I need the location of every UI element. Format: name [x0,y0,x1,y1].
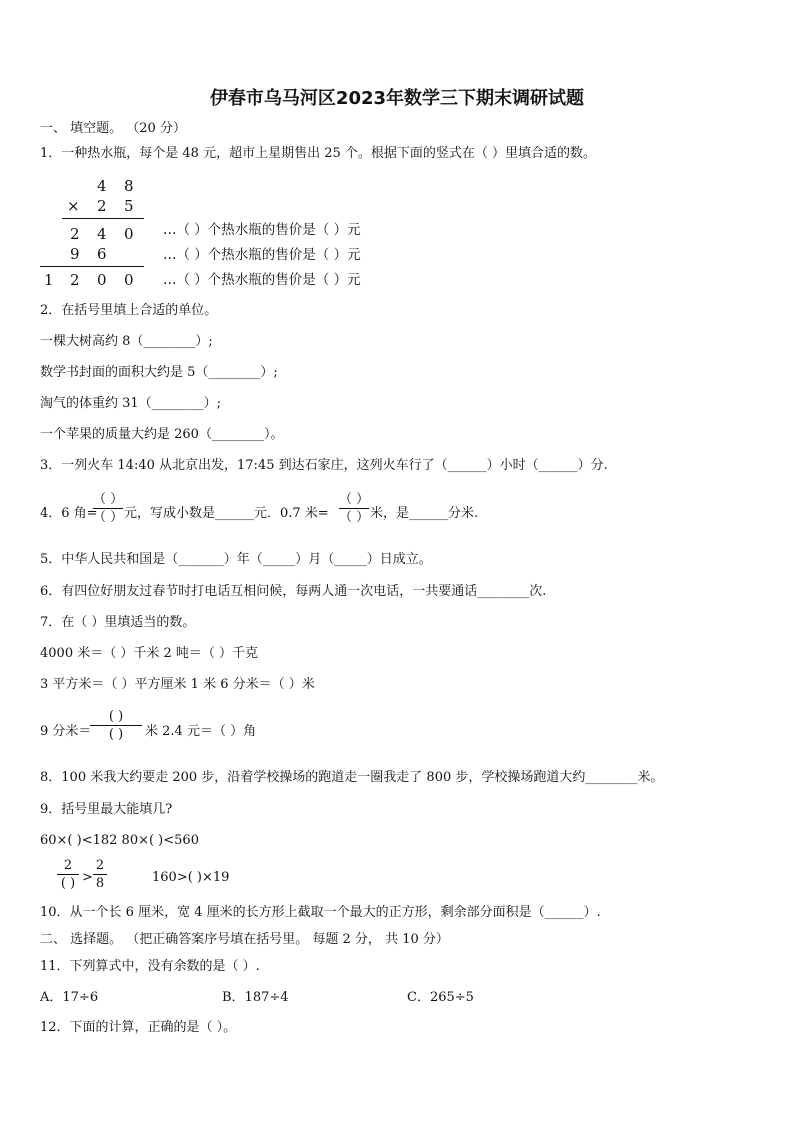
fraction-bar [93,874,107,875]
greater-than-sign: > [82,870,93,885]
calc-digit: 2 [97,197,107,215]
fraction-bar [90,725,142,726]
question-2-a: 一棵大树高约 8（________）; [40,334,213,349]
page-title: 伊春市乌马河区2023年数学三下期末调研试题 [209,88,585,109]
calc-digit: 2 [70,271,80,289]
fraction-numerator: 2 [63,858,73,873]
calc-line [62,218,144,219]
question-7-c-part2: 米 2.4 元＝（ ）角 [145,724,257,739]
question-9-b: 160>( )×19 [152,870,230,885]
fraction-denominator: ( ) [108,727,124,742]
calc-line [40,266,144,267]
calc-digit: 4 [97,177,107,195]
question-8: 8．100 米我大约要走 200 步，沿着学校操场的跑道走一圈我走了 800 步，学校操场跑道大约________米。 [40,770,664,785]
question-9-a: 60×( )<182 80×( )<560 [40,833,199,848]
option-a: A．17÷6 [40,990,99,1005]
calc-digit: 9 [70,245,80,263]
question-2: 2．在括号里填上合适的单位。 [40,303,218,318]
question-3: 3．一列火车 14:40 从北京出发，17:45 到达石家庄，这列火车行了（______）小时（______）分. [40,458,608,473]
question-9: 9．括号里最大能填几? [40,802,173,817]
question-1: 1．一种热水瓶，每个是 48 元，超市上星期售出 25 个。根据下面的竖式在（ ）里填合适的数。 [40,146,597,161]
calc-digit: 2 [70,225,80,243]
question-7-c-part1: 9 分米＝ [40,724,92,739]
option-c: C．265÷5 [407,990,474,1005]
option-b: B．187÷4 [222,990,289,1005]
fraction-numerator: （ ） [93,492,124,507]
fraction-numerator: 2 [95,858,105,873]
section-1-heading: 一、 填空题。 （20 分） [40,121,186,136]
question-12: 12．下面的计算，正确的是（ ）。 [40,1020,237,1035]
calc-digit: 8 [124,177,134,195]
calc-digit: 6 [97,245,107,263]
fraction-denominator: （ ） [339,510,370,525]
calc-note: …（ ）个热水瓶的售价是（ ）元 [163,247,361,263]
fraction-blank [339,492,369,525]
calc-note: …（ ）个热水瓶的售价是（ ）元 [163,222,361,238]
section-2-heading: 二、 选择题。 （把正确答案序号填在括号里。 每题 2 分， 共 10 分） [40,932,449,947]
fraction-bar [339,508,369,509]
question-7: 7．在（ ）里填适当的数。 [40,615,196,630]
fraction-blank [90,709,142,742]
question-10: 10．从一个长 6 厘米，宽 4 厘米的长方形上截取一个最大的正方形，剩余部分面积是（______）. [40,905,601,920]
question-7-b: 3 平方米＝（ ）平方厘米 1 米 6 分米＝（ ）米 [40,677,315,692]
question-4-part-b: 元，写成小数是______元．0.7 米= [124,506,329,521]
fraction [57,858,79,891]
fraction-blank [93,492,123,525]
question-4-part-a: 4．6 角= [40,506,98,521]
question-4-part-c: 米，是______分米. [370,506,479,521]
question-6: 6．有四位好朋友过春节时打电话互相问候，每两人通一次电话，一共要通话________次. [40,584,547,599]
fraction-bar [57,874,79,875]
fraction-denominator: （ ） [93,510,124,525]
fraction-numerator: （ ） [339,492,370,507]
question-11: 11．下列算式中，没有余数的是（ ）. [40,959,260,974]
fraction-numerator: ( ) [108,709,124,724]
calc-note: …（ ）个热水瓶的售价是（ ）元 [163,272,361,288]
question-2-b: 数学书封面的面积大约是 5（________）; [40,365,278,380]
calc-digit: 4 [97,225,107,243]
calc-digit: 0 [124,225,134,243]
times-sign: × [67,197,80,215]
calc-digit: 5 [124,197,134,215]
question-2-d: 一个苹果的质量大约是 260（________）。 [40,427,284,442]
question-7-a: 4000 米＝（ ）千米 2 吨＝（ ）千克 [40,646,259,661]
calc-digit: 1 [44,271,54,289]
fraction-denominator: 8 [95,876,105,891]
question-2-c: 淘气的体重约 31（________）; [40,396,222,411]
fraction-bar [93,508,123,509]
fraction-denominator: ( ) [60,876,76,891]
calc-digit: 0 [124,271,134,289]
question-5: 5．中华人民共和国是（_______）年（_____）月（_____）日成立。 [40,552,432,567]
fraction [93,858,107,891]
calc-digit: 0 [97,271,107,289]
